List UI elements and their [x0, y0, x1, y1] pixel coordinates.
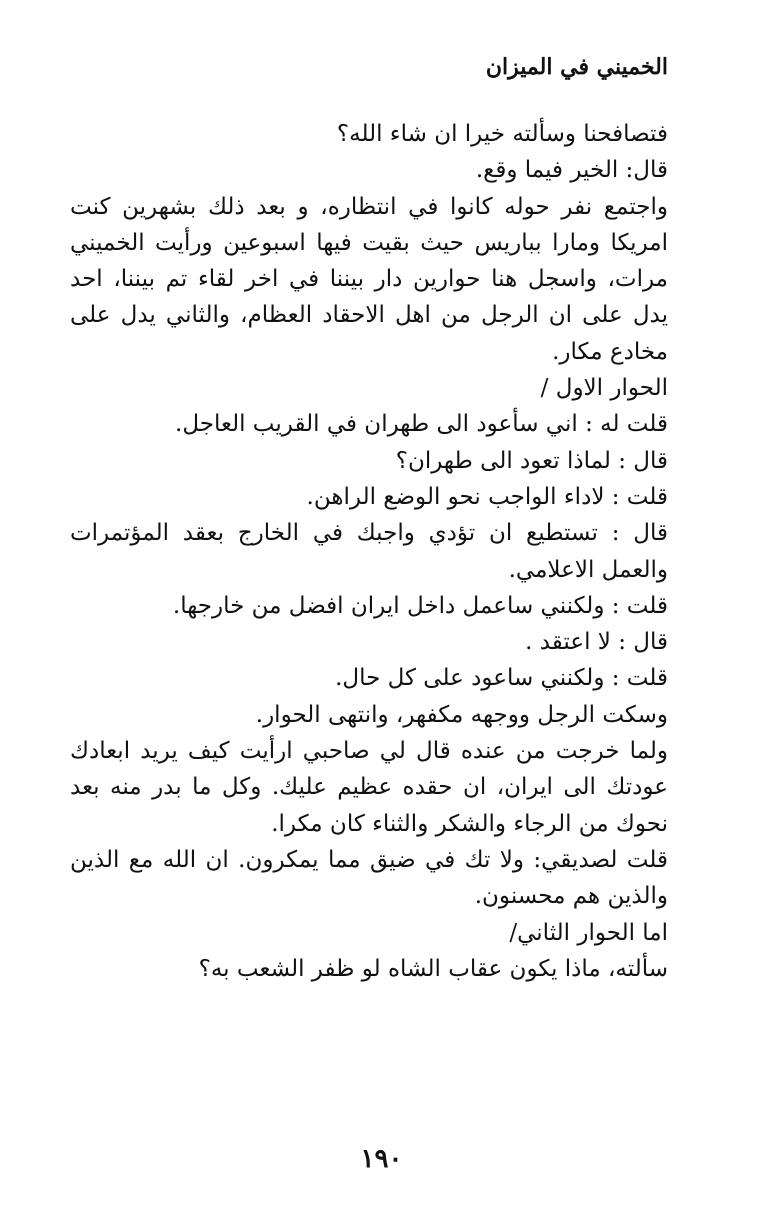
text-line: قلت : لاداء الواجب نحو الوضع الراهن. [306, 483, 668, 510]
text-line: قال : لا اعتقد . [525, 629, 668, 656]
text-line: فتصافحنا وسألته خيرا ان شاء الله؟ [336, 121, 668, 147]
text-line: مرات، واسجل هنا حوارين دار بيننا في اخر لقاء تم بيننا، احد [70, 266, 668, 293]
text-line: قال: الخير فيما وقع. [475, 157, 668, 184]
text-line: قلت : ولكنني ساعود على كل حال. [335, 665, 668, 692]
text-line: والعمل الاعلامي. [508, 556, 668, 583]
text-line: والذين هم محسنون. [474, 883, 668, 910]
text-line: عودتك الى ايران، ان حقده عظيم عليك. وكل ما بدر منه بعد [70, 774, 668, 801]
text-line: قلت لصديقي: ولا تك في ضيق مما يمكرون. ان الله مع الذين [70, 846, 668, 873]
body-text [70, 116, 668, 987]
text-line: امريكا ومارا بباريس حيث بقيت فيها اسبوعين ورأيت الخميني [70, 229, 668, 256]
text-line: وسكت الرجل ووجهه مكفهر، وانتهى الحوار. [255, 701, 668, 728]
text-line: نحوك من الرجاء والشكر والثناء كان مكرا. [271, 810, 668, 837]
text-line: واجتمع نفر حوله كانوا في انتظاره، و بعد ذلك بشهرين كنت [70, 193, 668, 220]
text-line: اما الحوار الثاني/ [509, 919, 668, 946]
text-line: سألته، ماذا يكون عقاب الشاه لو ظفر الشعب به؟ [198, 955, 668, 982]
text-line: قال : لماذا تعود الى طهران؟ [395, 447, 668, 474]
text-line: يدل على ان الرجل من اهل الاحقاد العظام، والثاني يدل على [70, 302, 668, 329]
running-header: الخميني في الميزان [485, 54, 668, 80]
text-line: ولما خرجت من عنده قال لي صاحبي ارأيت كيف يريد ابعادك [70, 738, 668, 765]
text-line: قال : تستطيع ان تؤدي واجبك في الخارج بعقد المؤتمرات [70, 520, 668, 547]
text-line: مخادع مكار. [552, 338, 668, 365]
text-line: قلت له : اني سأعود الى طهران في القريب العاجل. [175, 411, 668, 438]
page-number: ١٩٠ [360, 1144, 403, 1174]
text-line: قلت : ولكنني ساعمل داخل ايران افضل من خارجها. [172, 592, 668, 619]
text-line: الحوار الاول / [540, 375, 668, 402]
